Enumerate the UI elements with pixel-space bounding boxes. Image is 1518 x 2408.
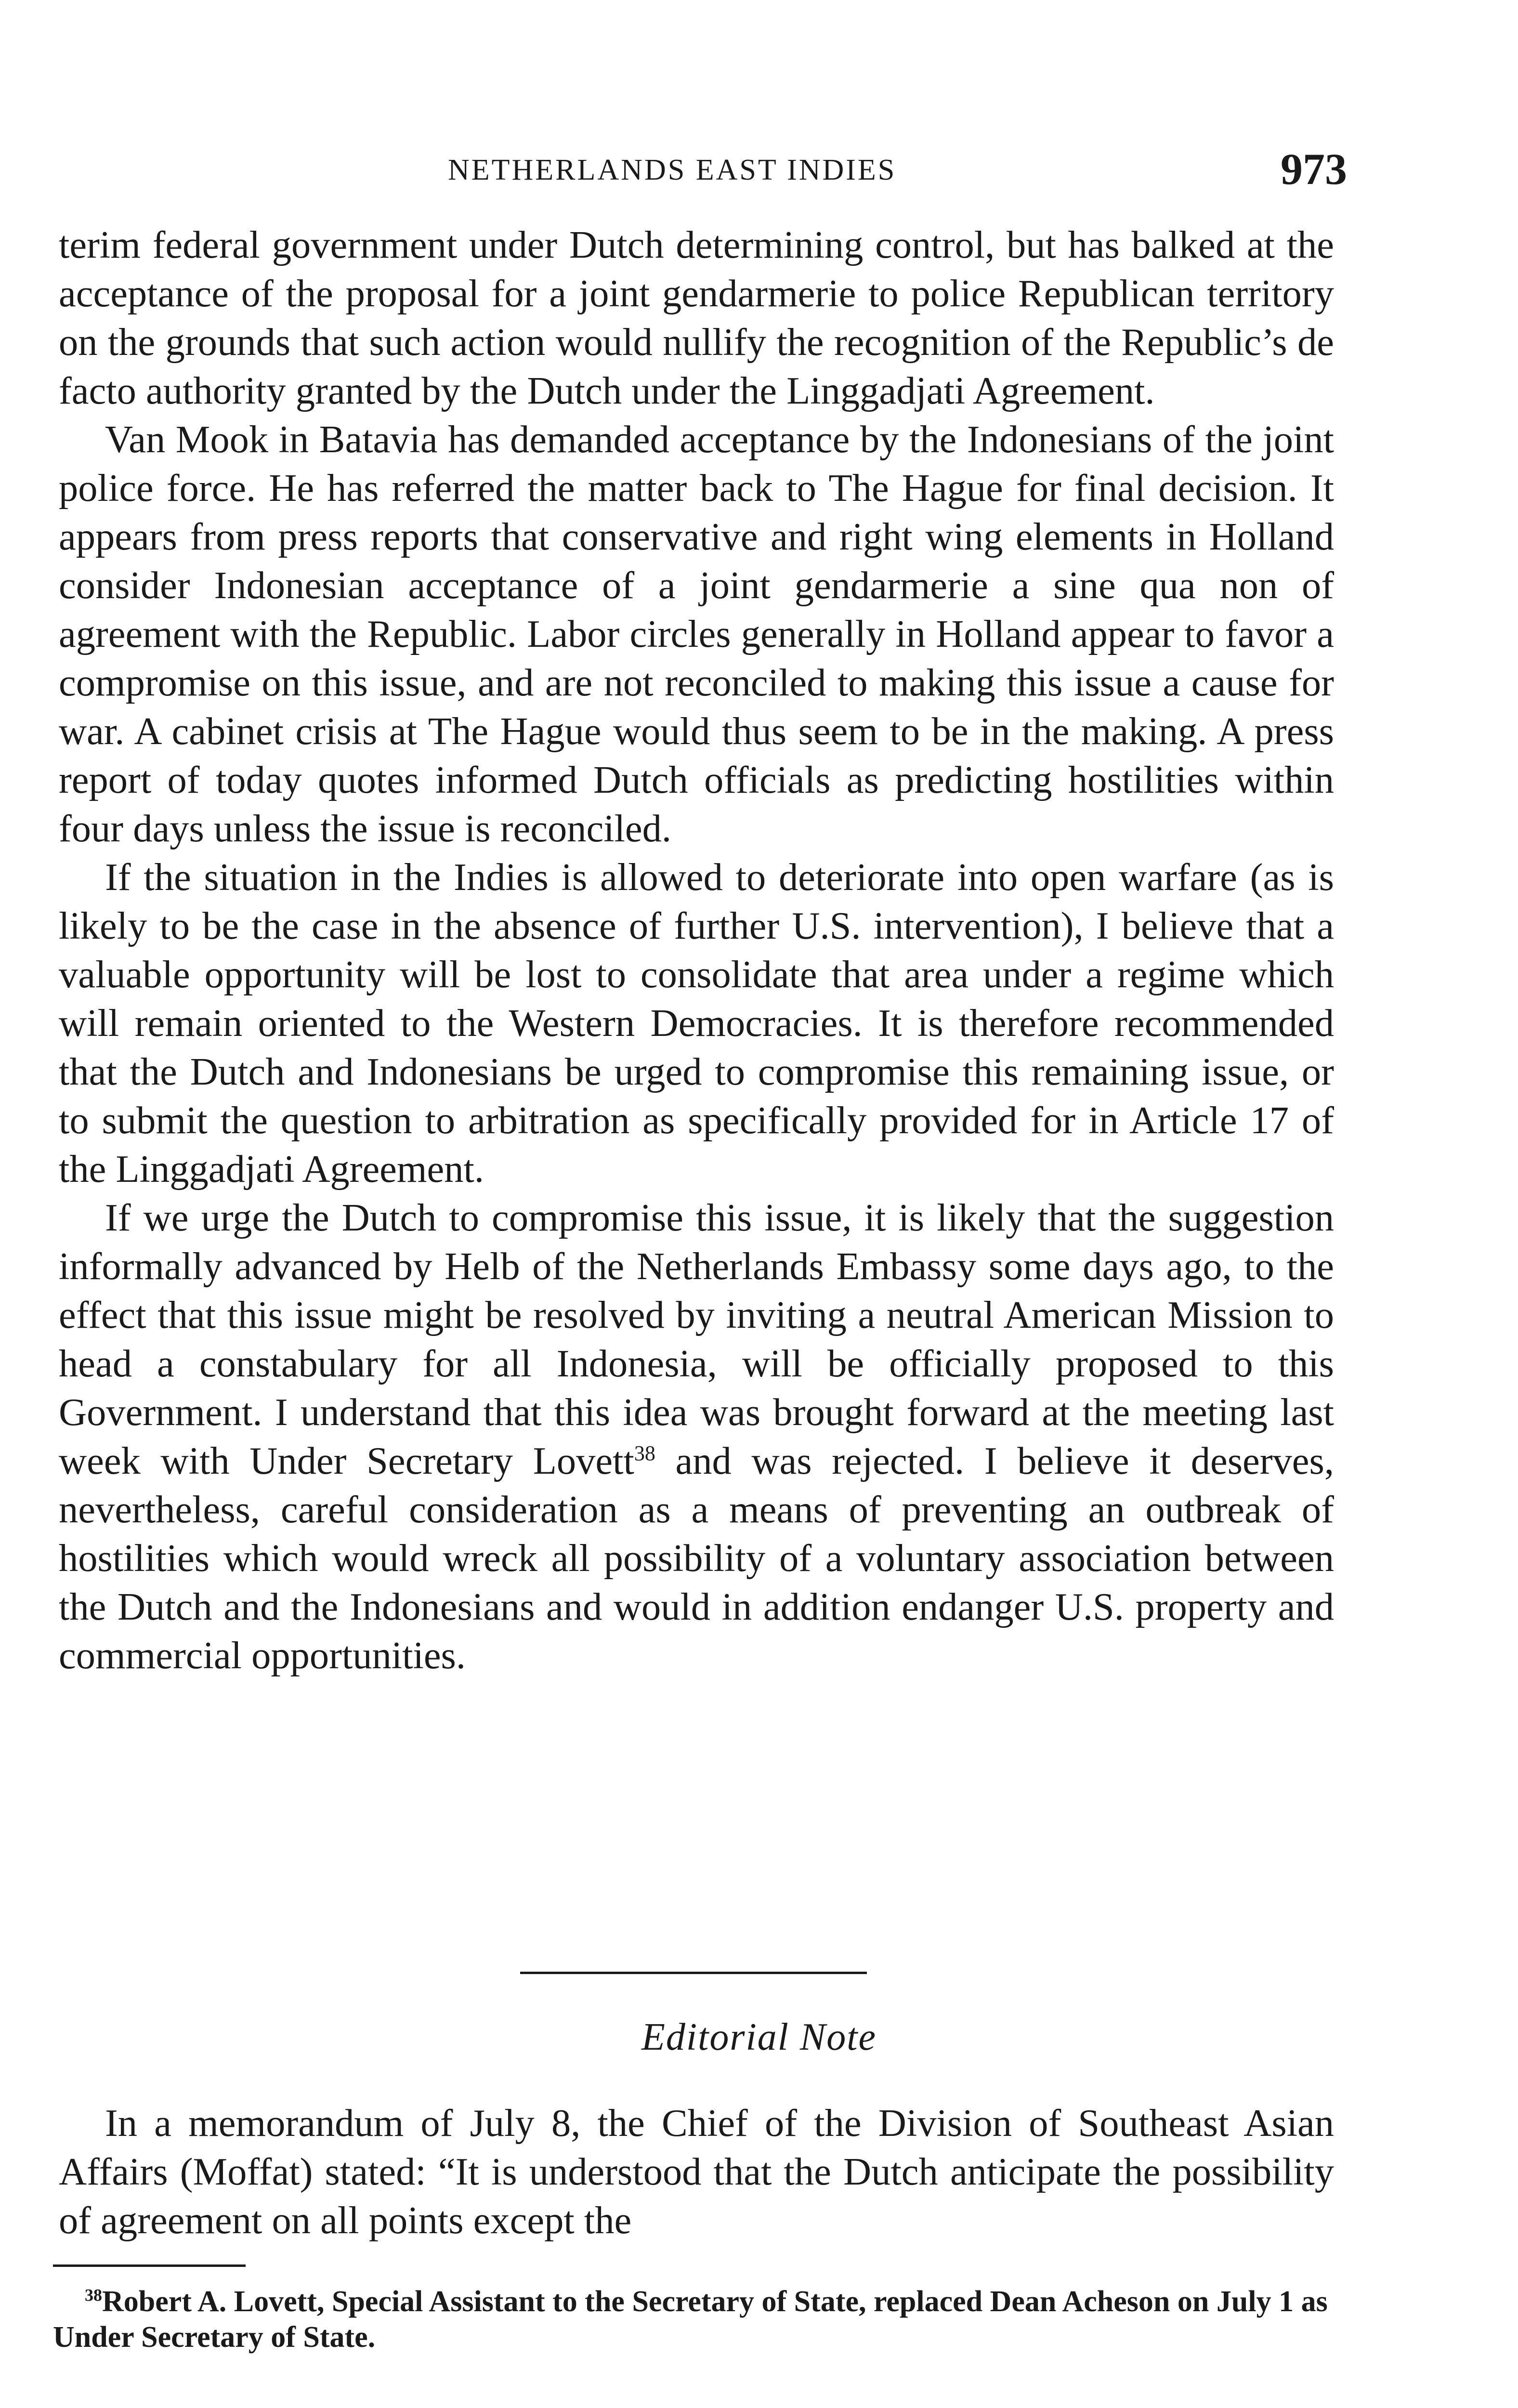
footnote-reference: 38 [634, 1441, 655, 1466]
editorial-note-text [59, 2099, 1334, 2245]
paragraph-4-text: If we urge the Dutch to compromise this issue, it is likely that the suggestion informally advanced by Helb of the Netherlands Embassy some days ago, to the effect that this issue might be resolved by inviting a neutral American Mission to head a constabulary for all Indonesia, will be officially proposed to this Government. I understand that this idea was brought forward at the meeting last week with Under Secretary Lovett [59, 1196, 1334, 1482]
section-divider [520, 1972, 867, 1974]
paragraph-4 [59, 1193, 1334, 1680]
paragraph-3: If the situation in the Indies is allowed to deteriorate into open warfare (as is likely to be the case in the absence of further U.S. intervention), I believe that a valuable opportunity will be lost to consolidate that area under a regime which will remain oriented to the Western Democracies. It is therefore recommended that the Dutch and Indonesians be urged to compromise this remaining issue, or to submit the question to arbitration as specifically provided for in Article 17 of the Linggadjati Agreement. [59, 856, 1334, 1191]
body-text [59, 221, 1334, 1680]
footnote-text: Robert A. Lovett, Special Assistant to the Secretary of State, replaced Dean Acheson on July 1 as Under Secretary of State. [53, 2285, 1328, 2354]
paragraph-1: terim federal government under Dutch determining control, but has balked at the acceptance of the proposal for a joint gendarmerie to police Republican territory on the grounds that such action would nullify the recognition of the Republic’s de facto authority granted by the Dutch under the Linggadjati Agreement. [59, 223, 1334, 412]
running-head: NETHERLANDS EAST INDIES [448, 154, 897, 186]
page-number: 973 [1281, 144, 1347, 194]
footnote-divider [53, 2264, 246, 2267]
editorial-note-paragraph: In a memorandum of July 8, the Chief of the Division of Southeast Asian Affairs (Moffat) stated: “It is understood that the Dutch anticipate the possibility of agreement on all points except the [59, 2102, 1334, 2242]
paragraph-2: Van Mook in Batavia has demanded acceptance by the Indonesians of the joint police force. He has referred the matter back to The Hague for final decision. It appears from press reports that conservative and right wing elements in Holland consider Indonesian acceptance of a joint gendarmerie a sine qua non of agreement with the Republic. Labor circles generally in Holland appear to favor a compromise on this issue, and are not reconciled to making this issue a cause for war. A cabinet crisis at The Hague would thus seem to be in the making. A press report of today quotes informed Dutch officials as predicting hostilities within four days unless the issue is reconciled. [59, 418, 1334, 850]
footnote-marker: 38 [85, 2285, 102, 2305]
paragraph-4-text-continued: and was rejected. I believe it deserves, nevertheless, careful consideration as a means of preventing an outbreak of hostilities which would wreck all possibility of a voluntary association between the Dutch and the Indonesians and would in addition endanger U.S. property and commercial opportunities. [59, 1440, 1334, 1677]
section-title: Editorial Note [641, 2016, 877, 2058]
footnote [53, 2284, 1334, 2355]
footnote-paragraph [53, 2284, 1334, 2355]
